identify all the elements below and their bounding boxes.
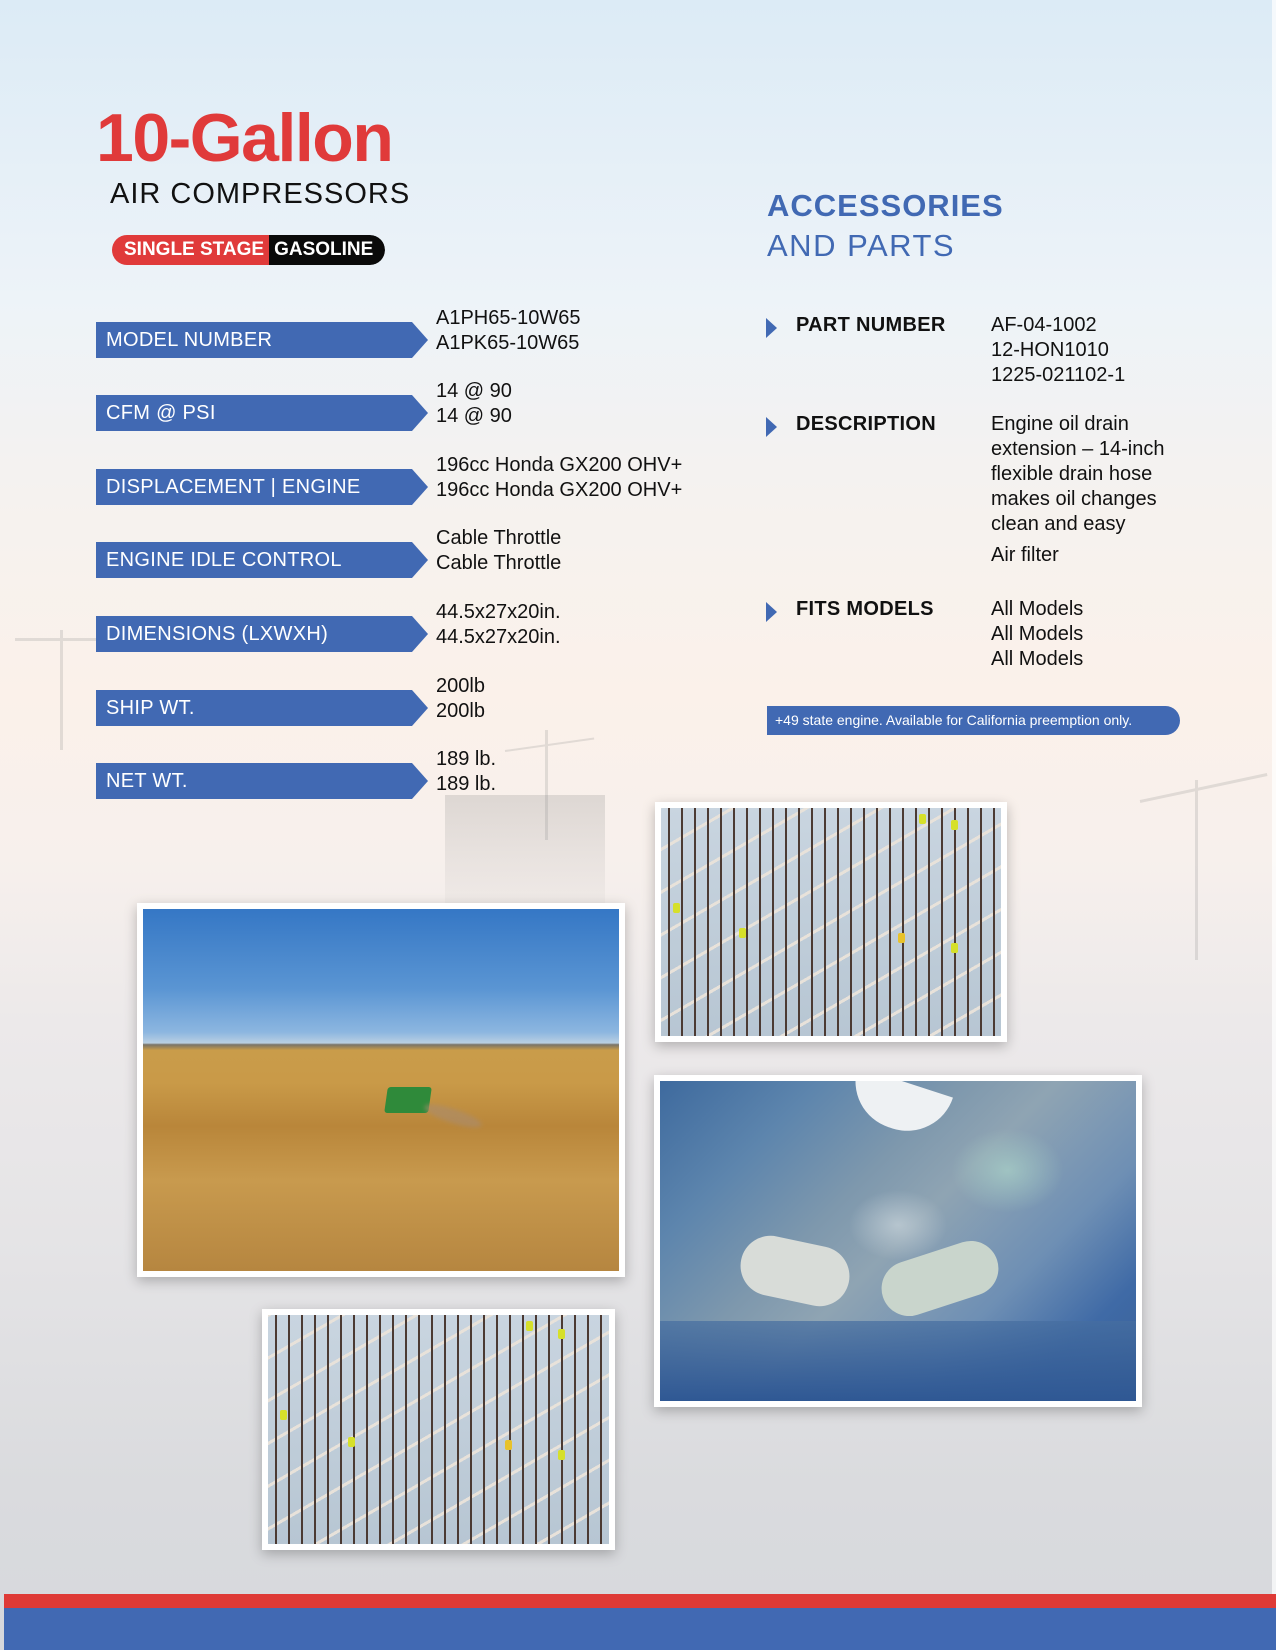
spec-value: 14 @ 90 [436, 380, 512, 402]
photo-image [661, 808, 1001, 1036]
spec-values [436, 600, 561, 650]
background-crane-right [1140, 780, 1270, 960]
footer-red-stripe [4, 1594, 1276, 1608]
spec-label: ENGINE IDLE CONTROL [96, 542, 412, 578]
spec-value: 44.5x27x20in. [436, 626, 561, 648]
accessory-value: All Models [991, 598, 1084, 620]
product-type-badge [112, 235, 385, 265]
spec-label: CFM @ PSI [96, 395, 412, 431]
spec-value: 14 @ 90 [436, 405, 512, 427]
accessory-value: 12-HON1010 [991, 339, 1109, 361]
spec-row-net-weight [96, 748, 716, 811]
accessory-values [991, 412, 1191, 568]
spec-value: Cable Throttle [436, 552, 562, 574]
product-subtitle: AIR COMPRESSORS [110, 178, 411, 210]
arrow-icon [412, 690, 428, 726]
spec-value: 200lb [436, 700, 485, 722]
surgery-photo [654, 1075, 1142, 1407]
arrow-icon [412, 616, 428, 652]
glove [735, 1230, 855, 1312]
arrow-icon [412, 763, 428, 799]
harvest-field-photo [137, 903, 625, 1277]
page-edge [1272, 0, 1276, 1600]
spec-value: Cable Throttle [436, 527, 562, 549]
spec-label: SHIP WT. [96, 690, 412, 726]
arrow-icon [412, 322, 428, 358]
accessories-subheading: AND PARTS [767, 228, 956, 263]
california-note-banner: +49 state engine. Available for California preemption only. [767, 706, 1180, 735]
spec-label: NET WT. [96, 763, 412, 799]
spec-values [436, 747, 496, 797]
spec-value: 196cc Honda GX200 OHV+ [436, 454, 683, 476]
spec-value: 200lb [436, 675, 485, 697]
accessory-value: All Models [991, 648, 1084, 670]
steel-frame-construction-photo-2 [262, 1309, 615, 1550]
spec-value: 189 lb. [436, 773, 497, 795]
surgeon-cap [843, 1081, 953, 1143]
accessory-value: All Models [991, 623, 1084, 645]
steel-frame-construction-photo [655, 802, 1007, 1042]
arrow-icon [412, 542, 428, 578]
spec-value: 189 lb. [436, 748, 497, 770]
spec-values [436, 306, 581, 356]
glove [874, 1234, 1005, 1323]
spec-value: A1PH65-10W65 [436, 307, 581, 329]
spec-values [436, 379, 512, 429]
triangle-bullet-icon [766, 318, 777, 338]
accessory-value: Engine oil drain extension – 14-inch flexible drain hose makes oil changes clean and easy [991, 413, 1165, 535]
badge-fuel: GASOLINE [269, 235, 385, 265]
product-title: 10-Gallon [96, 100, 393, 176]
accessory-values [991, 313, 1191, 388]
spec-label: DIMENSIONS (LXWXH) [96, 616, 412, 652]
spec-row-model-number [96, 307, 716, 370]
spec-values [436, 453, 682, 503]
triangle-bullet-icon [766, 417, 777, 437]
accessory-label: PART NUMBER [796, 314, 946, 336]
triangle-bullet-icon [766, 602, 777, 622]
spec-value: 196cc Honda GX200 OHV+ [436, 479, 683, 501]
photo-image [268, 1315, 609, 1544]
arrow-icon [412, 395, 428, 431]
spec-value: 44.5x27x20in. [436, 601, 561, 623]
spec-values [436, 674, 485, 724]
spec-row-ship-weight [96, 675, 716, 738]
photo-image [143, 909, 619, 1271]
accessories-heading: ACCESSORIES [767, 188, 1004, 223]
accessory-values [991, 597, 1191, 672]
arrow-icon [412, 469, 428, 505]
background-building [445, 795, 605, 905]
spec-row-cfm-psi [96, 380, 716, 443]
badge-stage: SINGLE STAGE [112, 235, 269, 265]
accessory-value: AF-04-1002 [991, 314, 1097, 336]
spec-row-displacement-engine [96, 454, 716, 517]
spec-label: MODEL NUMBER [96, 322, 412, 358]
accessory-value: 1225-021102-1 [991, 364, 1126, 386]
spec-label: DISPLACEMENT | ENGINE [96, 469, 412, 505]
accessory-label: FITS MODELS [796, 598, 934, 620]
spec-row-dimensions [96, 601, 716, 664]
spec-values [436, 526, 561, 576]
spec-row-engine-idle-control [96, 527, 716, 590]
footer-blue-band [4, 1608, 1276, 1650]
dust-trail [422, 1100, 483, 1132]
accessory-value: Air filter [991, 544, 1059, 566]
spec-value: A1PK65-10W65 [436, 332, 580, 354]
accessory-label: DESCRIPTION [796, 413, 936, 435]
surgical-drape [660, 1321, 1136, 1401]
photo-image [660, 1081, 1136, 1401]
